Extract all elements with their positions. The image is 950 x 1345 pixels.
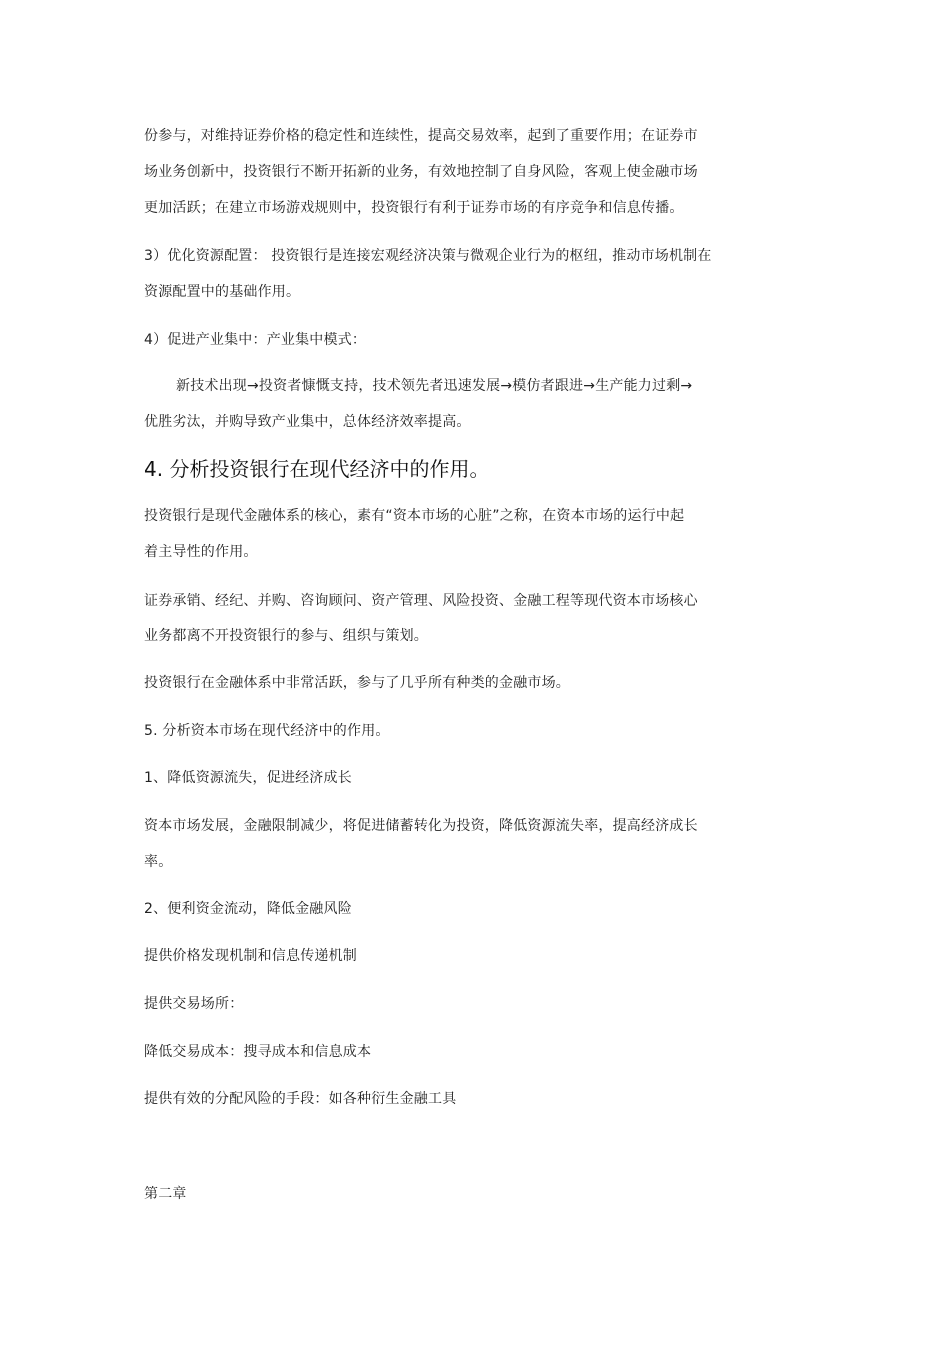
section4-paragraph: 投资银行是现代金融体系的核心，素有“资本市场的心脏”之称，在资本市场的运行中起	[144, 508, 685, 524]
section4-heading: 4. 分析投资银行在现代经济中的作用。	[144, 457, 490, 481]
item4-title: 4）促进产业集中：产业集中模式：	[144, 332, 367, 348]
section4-paragraph: 证券承销、经纪、并购、咨询顾问、资产管理、风险投资、金融工程等现代资本市场核心	[144, 593, 698, 609]
point2-item: 提供有效的分配风险的手段：如各种衍生金融工具	[144, 1091, 457, 1107]
intro-line: 份参与，对维持证券价格的稳定性和连续性，提高交易效率，起到了重要作用；在证券市	[144, 128, 698, 144]
point2-item: 降低交易成本：搜寻成本和信息成本	[144, 1044, 372, 1060]
point2-item: 提供交易场所：	[144, 996, 244, 1012]
point1-body: 率。	[144, 854, 173, 870]
section5-heading: 5. 分析资本市场在现代经济中的作用。	[144, 723, 390, 739]
intro-line: 场业务创新中，投资银行不断开拓新的业务，有效地控制了自身风险，客观上使金融市场	[144, 164, 698, 180]
section4-paragraph: 投资银行在金融体系中非常活跃，参与了几乎所有种类的金融市场。	[144, 675, 570, 691]
point1-body: 资本市场发展，金融限制减少，将促进储蓄转化为投资，降低资源流失率，提高经济成长	[144, 818, 698, 834]
point2-item: 提供价格发现机制和信息传递机制	[144, 948, 357, 964]
chapter-title: 第二章	[144, 1186, 187, 1202]
point2-title: 2、便利资金流动，降低金融风险	[144, 901, 352, 917]
section4-paragraph: 业务都离不开投资银行的参与、组织与策划。	[144, 628, 428, 644]
intro-line: 更加活跃；在建立市场游戏规则中，投资银行有利于证券市场的有序竞争和信息传播。	[144, 200, 684, 216]
section4-paragraph: 着主导性的作用。	[144, 544, 258, 560]
item3-line: 3）优化资源配置： 投资银行是连接宏观经济决策与微观企业行为的枢纽，推动市场机制在	[144, 248, 712, 264]
item4-line: 优胜劣汰，并购导致产业集中，总体经济效率提高。	[144, 414, 471, 430]
item3-line: 资源配置中的基础作用。	[144, 284, 301, 300]
item4-line: 新技术出现→投资者慷慨支持，技术领先者迅速发展→模仿者跟进→生产能力过剩→	[176, 378, 693, 394]
point1-title: 1、降低资源流失，促进经济成长	[144, 770, 352, 786]
